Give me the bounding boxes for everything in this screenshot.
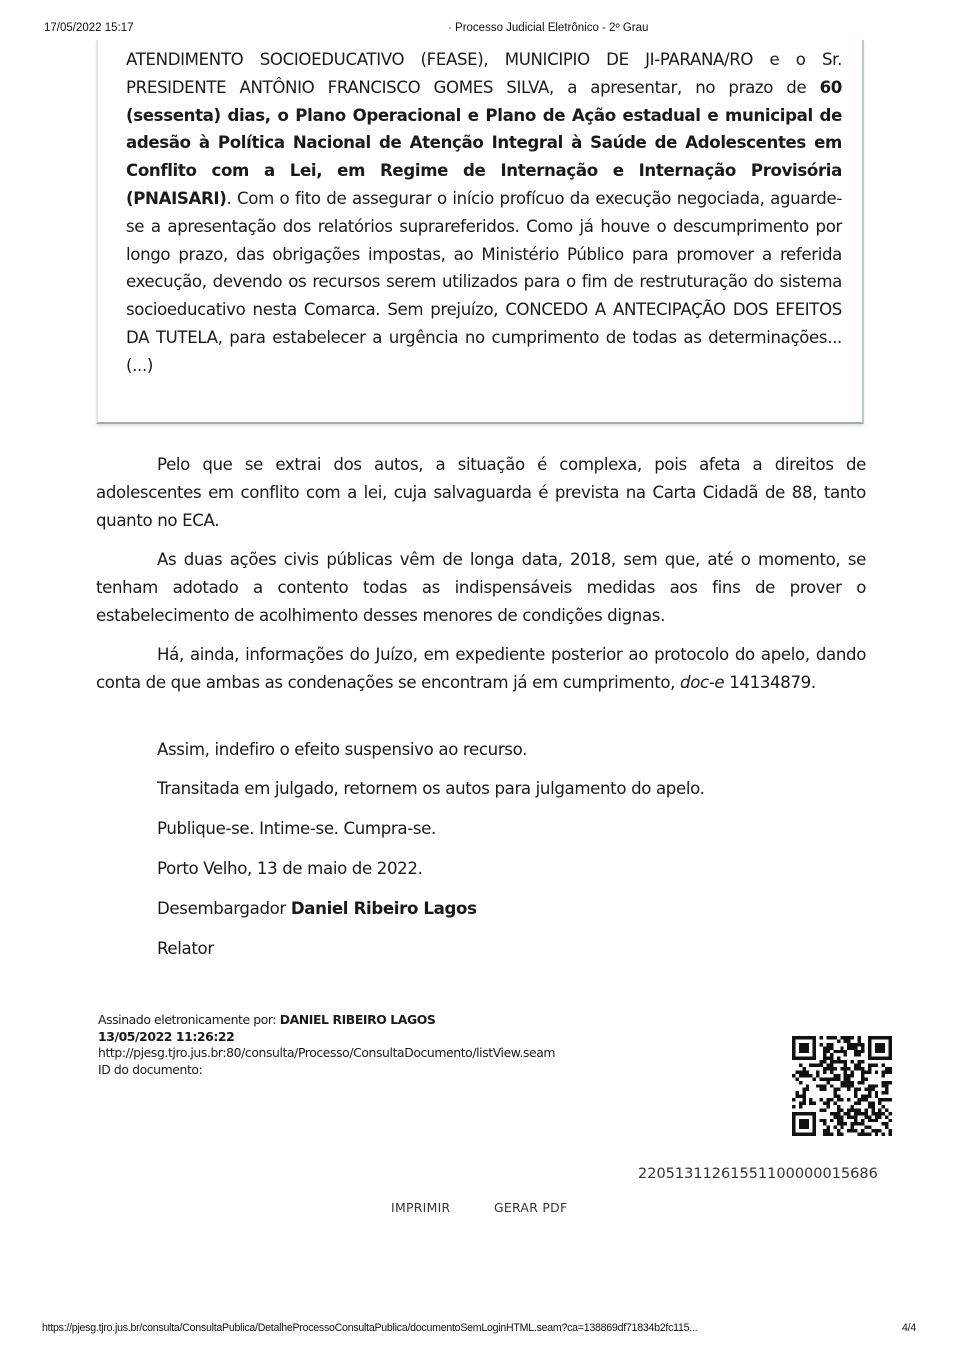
quoted-decision-box <box>96 40 864 424</box>
signature-url[interactable]: http://pjesg.tjro.jus.br:80/consulta/Processo/ConsultaDocumento/listView.seam <box>98 1045 556 1060</box>
document-number: 22051311261551100000015686 <box>638 1166 878 1182</box>
quote-segment: ATENDIMENTO SOCIOEDUCATIVO (FEASE), MUNICIPIO DE JI-PARANA/RO e o Sr. PRESIDENTE ANTÔNIO FRANCISCO GOMES SILVA, a apresentar, no prazo de <box>126 50 842 97</box>
quote-segment: . Com o fito de assegurar o início profícuo da execução negociada, aguarde-se a apresentação dos relatórios suprareferidos. Como já houve o descumprimento por longo prazo, das obrigações impostas, ao Ministério Público para promover a referida execução, devendo os recursos serem utilizados para o fim de restruturação do sistema socioeducativo nesta Comarca. Sem prejuízo, CONCEDO A ANTECIPAÇÃO DOS EFEITOS DA TUTELA, para estabelecer a urgência no cumprimento de todas as determinações...(...) <box>126 188 842 375</box>
electronic-signature-block <box>98 1012 555 1078</box>
signature-datetime <box>98 1029 555 1046</box>
place-date-line: Porto Velho, 13 de maio de 2022. <box>157 859 423 878</box>
doc-reference-italic: doc-e <box>680 672 725 692</box>
signature-line <box>98 1012 555 1029</box>
signature-name: DANIEL RIBEIRO LAGOS <box>279 1012 436 1027</box>
paragraph-text: Há, ainda, informações do Juízo, em expediente posterior ao protocolo do apelo, dando conta de que ambas as condenações se encontram já em cumprimento, <box>96 645 866 692</box>
transit-line: Transitada em julgado, retornem os autos para julgamento do apelo. <box>157 779 705 798</box>
publish-line: Publique-se. Intime-se. Cumpra-se. <box>157 819 436 838</box>
signature-datetime-value: 13/05/2022 11:26:22 <box>98 1028 235 1044</box>
signer-line <box>157 895 477 923</box>
signature-label: Assinado eletronicamente por: <box>98 1012 280 1027</box>
paragraph-civil-actions: As duas ações civis públicas vêm de longa data, 2018, sem que, até o momento, se tenham adotado a contento todas as indispensáveis medidas aos fins de prover o estabelecimento de acolhimento desses menores de condições dignas. <box>96 550 866 625</box>
qr-code-icon <box>792 1036 892 1136</box>
generate-pdf-button[interactable]: GERAR PDF <box>494 1200 568 1215</box>
print-header <box>0 22 960 38</box>
print-title: · Processo Judicial Eletrônico - 2º Grau <box>448 22 649 34</box>
document-id-label: ID do documento: <box>98 1061 203 1077</box>
quoted-decision-text <box>126 46 842 380</box>
print-footer-url: https://pjesg.tjro.jus.br/consulta/ConsultaPublica/DetalheProcessoConsultaPublica/documentoSemLoginHTML.seam?ca=138869df71834b2fc115... <box>42 1322 698 1334</box>
print-footer <box>0 1322 960 1338</box>
print-date: 17/05/2022 15:17 <box>44 22 134 34</box>
quote-bold-segment: 60 (sessenta) dias, o Plano Operacional e Plano de Ação estadual e municipal de adesão à Política Nacional de Atenção Integral à Saúde de Adolescentes em Conflito com a Lei, em Regime de Internação e Internação Provisória (PNAISARI) <box>126 77 842 208</box>
paragraph-situation: Pelo que se extrai dos autos, a situação é complexa, pois afeta a direitos de adolescentes em conflito com a lei, cuja salvaguarda é prevista na Carta Cidadã de 88, tanto quanto no ECA. <box>96 455 866 530</box>
page-number: 4/4 <box>902 1322 916 1334</box>
signer-title: Desembargador <box>157 899 291 918</box>
signer-name: Daniel Ribeiro Lagos <box>290 899 477 918</box>
print-button[interactable]: IMPRIMIR <box>391 1200 451 1215</box>
decision-line: Assim, indefiro o efeito suspensivo ao recurso. <box>157 740 528 759</box>
signer-role: Relator <box>157 939 214 958</box>
paragraph-court-info <box>96 641 866 697</box>
paragraph-text: 14134879. <box>724 672 816 692</box>
